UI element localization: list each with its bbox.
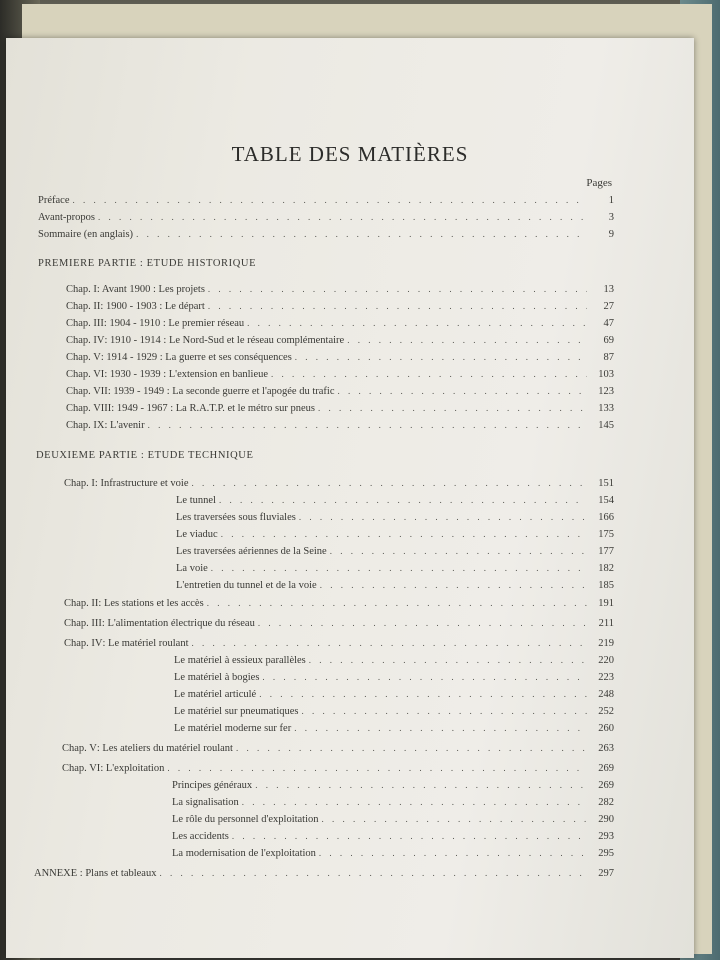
entry-page: 248 — [598, 689, 614, 700]
entry-page: 123 — [598, 386, 614, 397]
page-title: TABLE DES MATIÈRES — [231, 142, 469, 166]
entry-label: Le rôle du personnel d'exploitation — [172, 814, 319, 825]
leader-dots — [299, 512, 587, 522]
toc-entry — [64, 618, 614, 634]
toc-subentry — [172, 848, 614, 864]
leader-dots — [255, 780, 587, 790]
toc-subentry — [174, 672, 614, 688]
entry-page: 269 — [598, 780, 614, 791]
chapter-number: Chap. VI — [62, 763, 101, 774]
toc-subentry — [174, 723, 614, 739]
entry-page: 145 — [598, 420, 614, 431]
toc-entry-avant-propos — [38, 212, 614, 228]
leader-dots — [208, 284, 587, 294]
toc-subentry — [176, 512, 614, 528]
chapter-number: Chap. I — [64, 478, 95, 489]
entry-label: Le matériel à bogies — [174, 672, 260, 683]
entry-label: : L'alimentation électrique du réseau — [101, 618, 255, 629]
toc-entry — [66, 403, 614, 419]
leader-dots — [262, 672, 587, 682]
entry-page: 263 — [598, 743, 614, 754]
chapter-number: Chap. IV — [64, 638, 103, 649]
toc-subentry — [176, 563, 614, 579]
toc-subentry — [176, 529, 614, 545]
entry-label: La modernisation de l'exploitation — [172, 848, 316, 859]
entry-label: Le matériel moderne sur fer — [174, 723, 292, 734]
chapter-number: Chap. III — [66, 318, 104, 329]
toc-subentry — [172, 831, 614, 847]
leader-dots — [232, 831, 587, 841]
toc-entry — [64, 478, 614, 494]
entry-label: La signalisation — [172, 797, 239, 808]
entry-page: 13 — [603, 284, 614, 295]
entry-page: 1 — [608, 195, 614, 206]
leader-dots — [98, 212, 587, 222]
toc-entry — [66, 301, 614, 317]
entry-page: 133 — [598, 403, 614, 414]
entry-label: Le matériel articulé — [174, 689, 257, 700]
leader-dots — [192, 478, 587, 488]
toc-entry-annexe — [34, 868, 614, 884]
entry-page: 220 — [598, 655, 614, 666]
entry-label: : Les stations et les accès — [98, 598, 204, 609]
leader-dots — [259, 689, 587, 699]
entry-label: Les traversées aériennes de la Seine — [176, 546, 327, 557]
toc-subentry — [174, 706, 614, 722]
toc-entry — [66, 369, 614, 385]
toc-subentry — [172, 780, 614, 796]
chapter-number: Chap. III — [64, 618, 102, 629]
chapter-number: Chap. IX — [66, 420, 105, 431]
toc-entry — [62, 763, 614, 779]
entry-page: 69 — [603, 335, 614, 346]
leader-dots — [294, 723, 587, 733]
toc-subentry — [176, 580, 614, 596]
chapter-number: Chap. V — [62, 743, 97, 754]
entry-label: : L'exploitation — [100, 763, 165, 774]
entry-page: 297 — [598, 868, 614, 879]
part-heading-historique: PREMIERE PARTIE : ETUDE HISTORIQUE — [38, 258, 257, 269]
leader-dots — [136, 229, 587, 239]
leader-dots — [338, 386, 588, 396]
leader-dots — [247, 318, 587, 328]
entry-page: 191 — [598, 598, 614, 609]
toc-subentry — [174, 655, 614, 671]
toc-entry — [66, 284, 614, 300]
entry-label: : 1910 - 1914 : Le Nord-Sud et le réseau complémentaire — [104, 335, 345, 346]
toc-entry — [62, 743, 614, 759]
leader-dots — [309, 655, 587, 665]
entry-page: 3 — [608, 212, 614, 223]
leader-dots — [159, 868, 587, 878]
chapter-number: Chap. VII — [66, 386, 108, 397]
chapter-number: Chap. I — [66, 284, 97, 295]
entry-page: 295 — [598, 848, 614, 859]
entry-label: Le viaduc — [176, 529, 218, 540]
entry-page: 103 — [598, 369, 614, 380]
leader-dots — [72, 195, 587, 205]
chapter-number: Chap. II — [64, 598, 99, 609]
toc-subentry — [172, 797, 614, 813]
entry-label: : 1949 - 1967 : La R.A.T.P. et le métro sur pneus — [111, 403, 315, 414]
entry-label: Préface — [38, 195, 70, 206]
toc-subentry — [174, 689, 614, 705]
leader-dots — [271, 369, 587, 379]
leader-dots — [295, 352, 587, 362]
leader-dots — [347, 335, 587, 345]
part-heading-technique: DEUXIEME PARTIE : ETUDE TECHNIQUE — [36, 450, 254, 461]
toc-entry — [66, 352, 614, 368]
entry-label: Principes généraux — [172, 780, 253, 791]
chapter-number: Chap. VI — [66, 369, 105, 380]
leader-dots — [330, 546, 587, 556]
entry-page: 185 — [598, 580, 614, 591]
chapter-number: Chap. II — [66, 301, 101, 312]
leader-dots — [219, 495, 587, 505]
entry-label: : Infrastructure et voie — [94, 478, 189, 489]
leader-dots — [319, 848, 587, 858]
entry-page: 211 — [598, 618, 614, 629]
entry-page: 223 — [598, 672, 614, 683]
leader-dots — [320, 580, 587, 590]
entry-label: : Le matériel roulant — [102, 638, 189, 649]
entry-label: La voie — [176, 563, 208, 574]
entry-label: Les traversées sous fluviales — [176, 512, 296, 523]
entry-page: 219 — [598, 638, 614, 649]
toc-entry — [66, 335, 614, 351]
entry-page: 177 — [598, 546, 614, 557]
entry-label: Le matériel sur pneumatiques — [174, 706, 299, 717]
entry-page: 175 — [598, 529, 614, 540]
entry-page: 252 — [598, 706, 614, 717]
leader-dots — [258, 618, 587, 628]
entry-page: 154 — [598, 495, 614, 506]
entry-label: L'entretien du tunnel et de la voie — [176, 580, 317, 591]
entry-label: Les accidents — [172, 831, 229, 842]
entry-page: 166 — [598, 512, 614, 523]
entry-page: 9 — [608, 229, 614, 240]
pages-column-heading: Pages — [586, 177, 612, 189]
chapter-number: Chap. VIII — [66, 403, 112, 414]
entry-label: Le tunnel — [176, 495, 216, 506]
entry-label: : Les ateliers du matériel roulant — [96, 743, 233, 754]
entry-label: : L'avenir — [104, 420, 145, 431]
leader-dots — [318, 403, 587, 413]
chapter-number: Chap. IV — [66, 335, 105, 346]
book-page — [6, 38, 694, 958]
leader-dots — [192, 638, 587, 648]
toc-entry — [66, 318, 614, 334]
entry-page: 282 — [598, 797, 614, 808]
entry-label: : 1939 - 1949 : La seconde guerre et l'apogée du trafic — [107, 386, 335, 397]
toc-entry — [64, 638, 614, 654]
entry-page: 260 — [598, 723, 614, 734]
entry-label: : 1914 - 1929 : La guerre et ses conséquences — [100, 352, 292, 363]
entry-page: 182 — [598, 563, 614, 574]
entry-page: 87 — [603, 352, 614, 363]
entry-label: : 1904 - 1910 : Le premier réseau — [103, 318, 245, 329]
entry-label: Avant-propos — [38, 212, 95, 223]
toc-subentry — [172, 814, 614, 830]
leader-dots — [207, 598, 587, 608]
entry-page: 47 — [603, 318, 614, 329]
entry-page: 293 — [598, 831, 614, 842]
leader-dots — [148, 420, 587, 430]
leader-dots — [242, 797, 587, 807]
toc-entry — [66, 420, 614, 436]
leader-dots — [221, 529, 587, 539]
entry-page: 269 — [598, 763, 614, 774]
leader-dots — [208, 301, 587, 311]
entry-page: 27 — [603, 301, 614, 312]
chapter-number: Chap. V — [66, 352, 101, 363]
toc-entry — [64, 598, 614, 614]
entry-label: : 1930 - 1939 : L'extension en banlieue — [104, 369, 269, 380]
leader-dots — [167, 763, 587, 773]
toc-entry-preface — [38, 195, 614, 211]
toc-subentry — [176, 546, 614, 562]
entry-page: 151 — [598, 478, 614, 489]
entry-label: Sommaire (en anglais) — [38, 229, 134, 240]
toc-entry-sommaire — [38, 229, 614, 245]
entry-label: : 1900 - 1903 : Le départ — [100, 301, 205, 312]
entry-label: Le matériel à essieux parallèles — [174, 655, 306, 666]
leader-dots — [236, 743, 587, 753]
leader-dots — [211, 563, 587, 573]
toc-entry — [66, 386, 614, 402]
leader-dots — [322, 814, 587, 824]
entry-label: : Avant 1900 : Les projets — [96, 284, 205, 295]
entry-label: ANNEXE : Plans et tableaux — [34, 868, 157, 879]
entry-page: 290 — [598, 814, 614, 825]
toc-subentry — [176, 495, 614, 511]
leader-dots — [302, 706, 588, 716]
